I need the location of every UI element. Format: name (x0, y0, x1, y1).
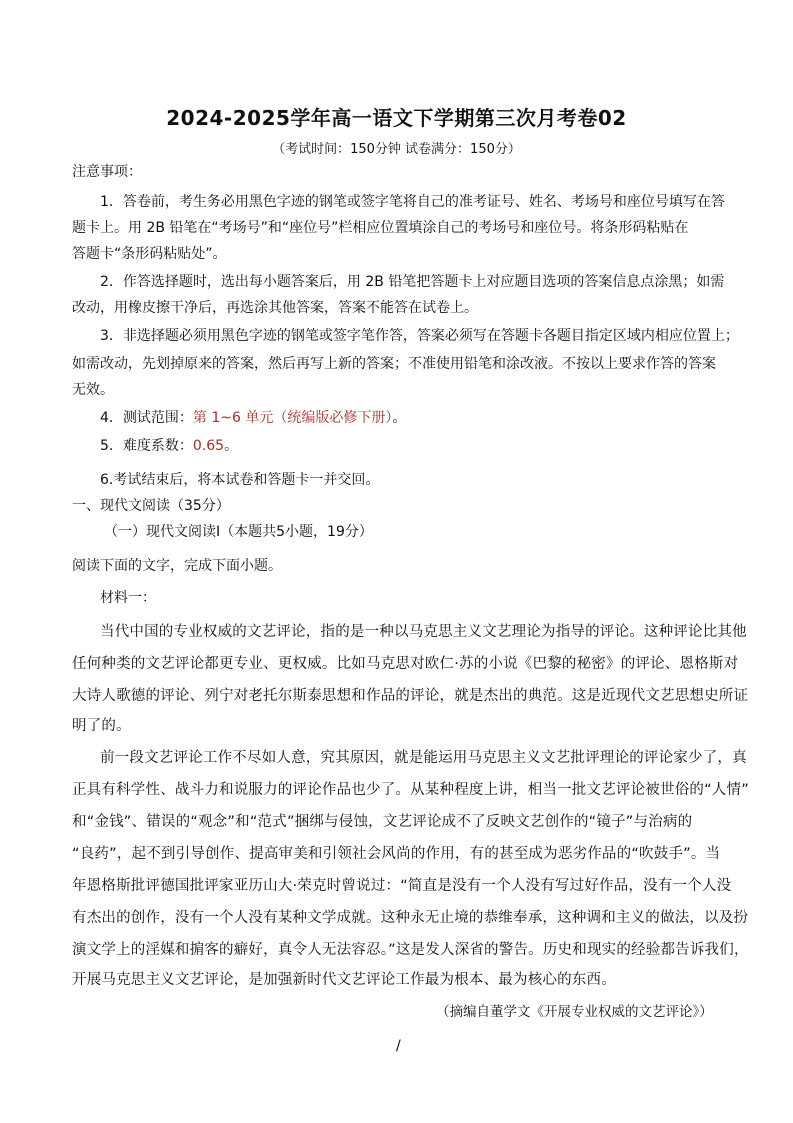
para2-line2: 正具有科学性、战斗力和说服力的评论作品也少了。从某种程度上讲，相当一批文艺评论被世俗的“人情” (72, 782, 749, 798)
notes-item3-line2: 如需改动，先划掉原来的答案，然后再写上新的答案；不准使用铅笔和涂改液。不按以上要求作答的答案 (72, 356, 716, 372)
page-number-mark: / (396, 1038, 401, 1054)
test-scope-suffix: 。 (392, 410, 407, 426)
material-label: 材料一： (100, 590, 156, 606)
para2-line7: 演文学上的淫媒和掮客的癖好，真令人无法容忍。”这是发人深省的警告。历史和现实的经验都告诉我们， (72, 942, 749, 958)
para2-line8: 开展马克思主义文艺评论，是加强新时代文艺评论工作最为根本、最为核心的东西。 (72, 972, 616, 988)
notes-item1-line1: 1．答卷前，考生务必用黑色字迹的钢笔或签字笔将自己的准考证号、姓名、考场号和座位号填写在答 (100, 194, 725, 210)
notes-heading: 注意事项： (72, 164, 142, 180)
test-scope-value: 第 1~6 单元（统编版必修下册） (192, 410, 393, 426)
para1-line2: 任何种类的文艺评论都更专业、更权威。比如马克思对欧仁·苏的小说《巴黎的秘密》的评论、恩格斯对 (72, 656, 739, 672)
para2-line5: 年恩格斯批评德国批评家亚历山大·荣克时曾说过：“简直是没有一个人没有写过好作品，没有一个人没 (72, 878, 732, 894)
section-heading: 一、现代文阅读（35分） (72, 498, 230, 514)
para1-line4: 明了的。 (72, 718, 131, 734)
para1-line1: 当代中国的专业权威的文艺评论，指的是一种以马克思主义文艺理论为指导的评论。这种评论比其他 (100, 624, 747, 640)
notes-item2-line1: 2．作答选择题时，选出每小题答案后，用 2B 铅笔把答题卡上对应题目选项的答案信息点涂黑；如需 (100, 274, 725, 290)
para1-line3: 大诗人歌德的评论、列宁对老托尔斯泰思想和作品的评论，就是杰出的典范。这是近现代文艺思想史所证 (72, 688, 749, 704)
difficulty-suffix: 。 (224, 438, 239, 454)
para2-line1: 前一段文艺评论工作不尽如人意，究其原因，就是能运用马克思主义文艺批评理论的评论家少了，真 (100, 750, 747, 766)
notes-item3-line1: 3．非选择题必须用黑色字迹的钢笔或签字笔作答，答案必须写在答题卡各题目指定区域内相应位置上； (100, 328, 739, 344)
exam-info-subtitle: （考试时间：150分钟 试卷满分：150分） (272, 142, 521, 157)
notes-item4 (100, 408, 406, 428)
para2-line6: 有杰出的创作，没有一个人没有某种文学成就。这种永无止境的恭维奉承，这种调和主义的做法，以及扮 (72, 910, 749, 926)
notes-item1-line3: 答题卡“条形码粘贴处”。 (72, 246, 227, 262)
page-title: 2024-2025学年高一语文下学期第三次月考卷02 (166, 106, 627, 130)
source-citation: （摘编自董学文《开展专业权威的文艺评论》） (436, 1004, 713, 1020)
para2-line3: 和“金钱”、错误的“观念”和“范式”捆绑与侵蚀，文艺评论成不了反映文艺创作的“镜子”与治病的 (72, 814, 693, 830)
para2-line4: “良药”，起不到引导创作、提高审美和引领社会风尚的作用，有的甚至成为恶劣作品的“吹鼓手”。当 (72, 846, 721, 862)
notes-item1-line2: 题卡上。用 2B 铅笔在“考场号”和“座位号”栏相应位置填涂自己的考场号和座位号。将条形码粘贴在 (72, 220, 689, 236)
reading-instruction: 阅读下面的文字，完成下面小题。 (72, 558, 282, 574)
notes-item5 (100, 436, 238, 456)
notes-item3-line3: 无效。 (72, 382, 114, 398)
notes-item6: 6.考试结束后，将本试卷和答题卡一并交回。 (100, 472, 380, 488)
test-scope-label: 4．测试范围： (100, 410, 193, 426)
difficulty-label: 5．难度系数： (100, 438, 193, 454)
section-subheading: （一）现代文阅读Ⅰ（本题共5小题，19分） (104, 524, 373, 540)
difficulty-value: 0.65 (192, 438, 225, 454)
notes-item2-line2: 改动，用橡皮擦干净后，再选涂其他答案，答案不能答在试卷上。 (72, 300, 478, 316)
